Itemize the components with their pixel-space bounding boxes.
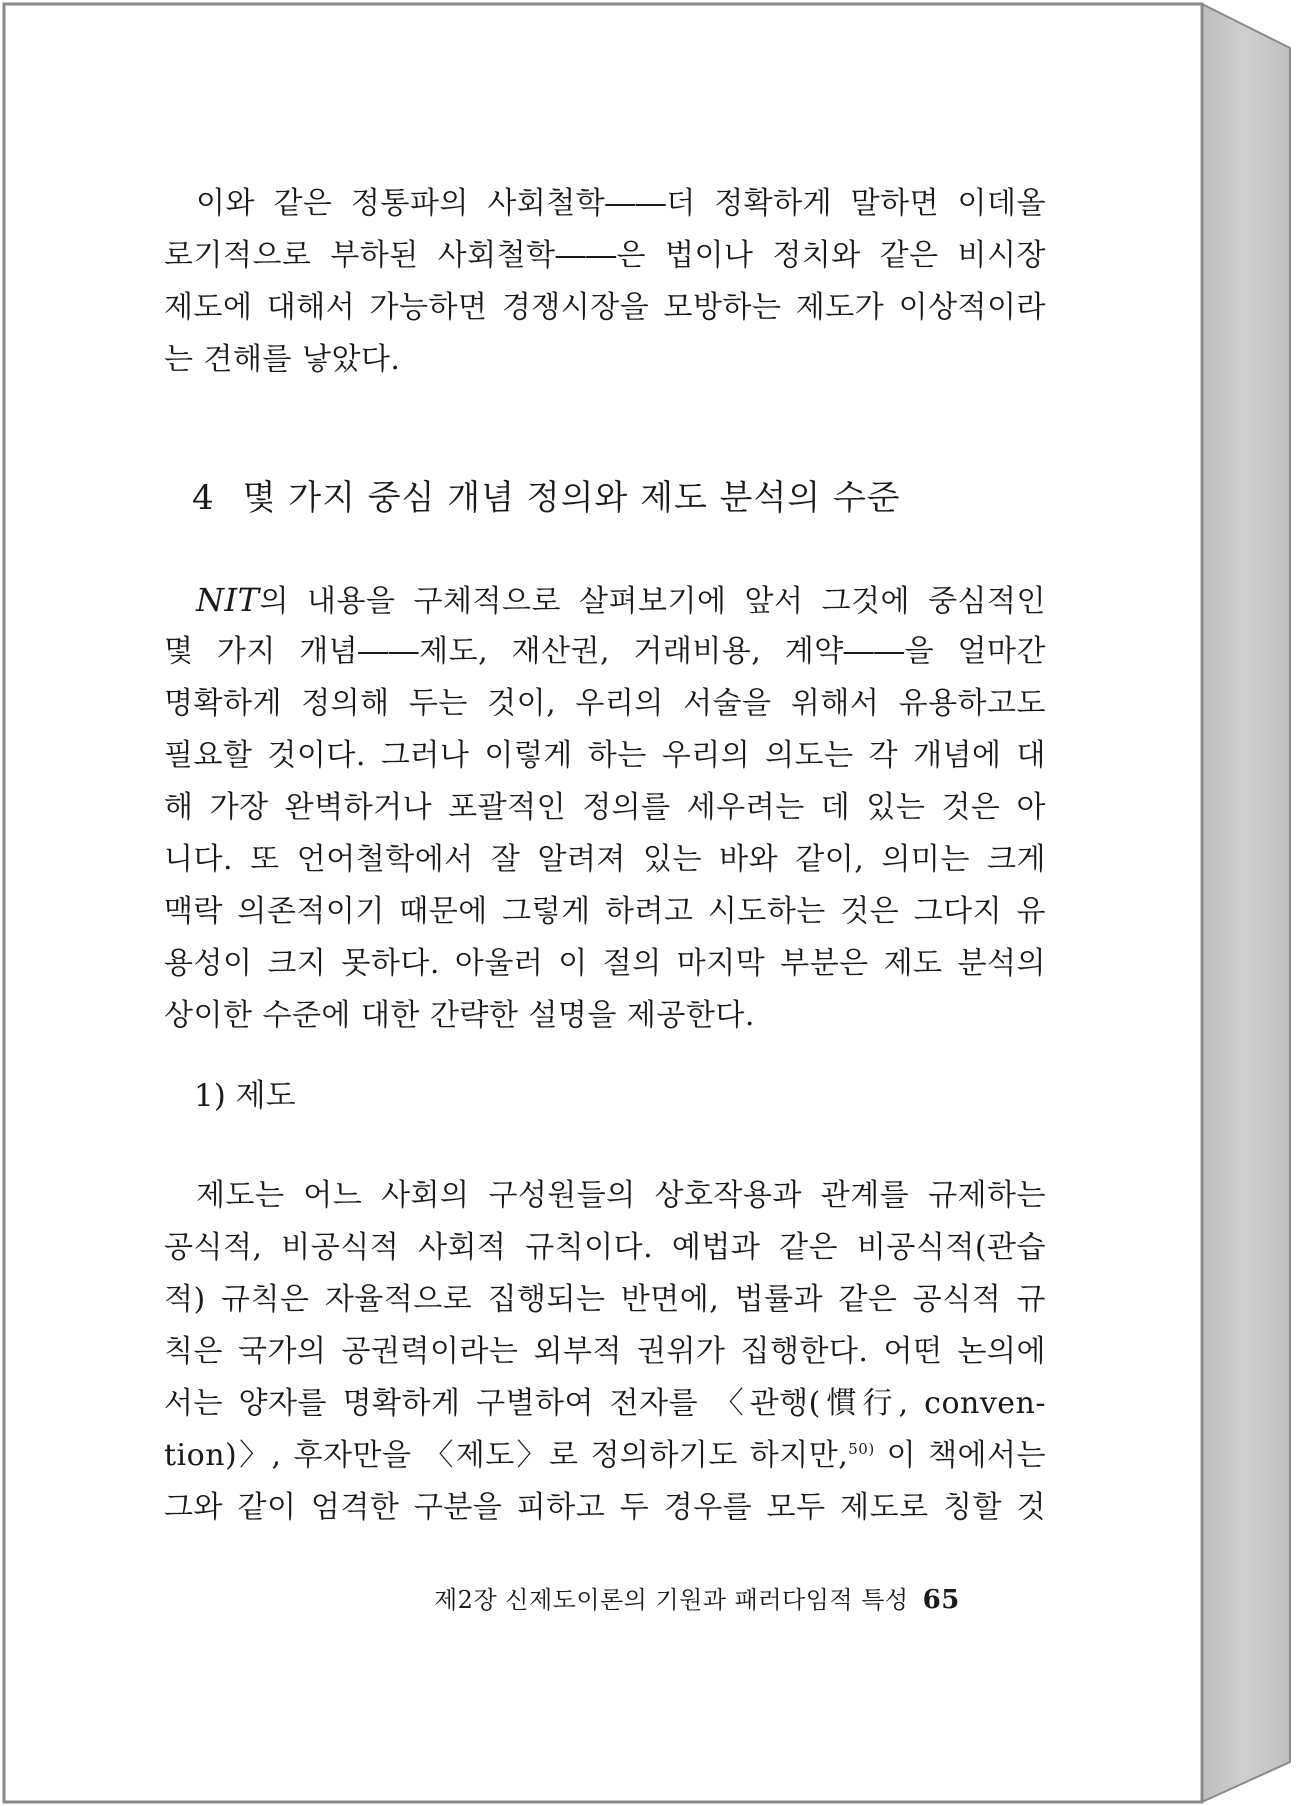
paragraph-line: 용성이 크지 못하다. 아울러 이 절의 마지막 부분은 제도 분석의 [164,946,1046,981]
paragraph-line: 명확하게 정의해 두는 것이, 우리의 서술을 위해서 유용하고도 [164,686,1046,721]
paragraph-line: 칙은 국가의 공권력이라는 외부적 권위가 집행한다. 어떤 논의에 [164,1334,1046,1369]
paragraph-line: 는 견해를 낳았다. [164,342,401,377]
paragraph-line [196,576,1046,626]
subsection-heading: 1) 제도 [194,1078,296,1114]
document-page [4,4,1202,1802]
paragraph-line: 공식적, 비공식적 사회적 규칙이다. 예법과 같은 비공식적(관습 [164,1230,1046,1265]
section-number: 4 [192,478,215,518]
paragraph-line-text: 의 내용을 구체적으로 살펴보기에 앞서 그것에 중심적인 [259,584,1046,619]
running-title: 제2장 신제도이론의 기원과 패러다임적 특성 [434,1586,909,1614]
paragraph-line: 서는 양자를 명확하게 구별하여 전자를 〈관행(慣行, conven- [164,1386,1046,1421]
paragraph-line: 맥락 의존적이기 때문에 그렇게 하려고 시도하는 것은 그다지 유 [164,894,1046,929]
page-footer [434,1582,960,1618]
paragraph-line: 해 가장 완벽하거나 포괄적인 정의를 세우려는 데 있는 것은 아 [164,790,1046,825]
section-heading [192,474,901,522]
paragraph-line [164,1432,1046,1480]
paragraph-line: 몇 가지 개념――제도, 재산권, 거래비용, 계약――을 얼마간 [164,634,1046,669]
paragraph-line: 니다. 또 언어철학에서 잘 알려져 있는 바와 같이, 의미는 크게 [164,842,1046,877]
paragraph-line: 제도에 대해서 가능하면 경쟁시장을 모방하는 제도가 이상적이라 [164,290,1046,325]
paragraph-line: 제도는 어느 사회의 구성원들의 상호작용과 관계를 규제하는 [196,1178,1046,1213]
section-title: 몇 가지 중심 개념 정의와 제도 분석의 수준 [242,478,901,518]
paragraph-line-text: tion)〉, 후자만을 〈제도〉로 정의하기도 하지만, [164,1438,849,1473]
page-number: 65 [922,1585,960,1615]
paragraph-line: 로기적으로 부하된 사회철학――은 법이나 정치와 같은 비시장 [164,238,1046,273]
italic-term: NIT [196,581,260,619]
paragraph-line: 필요할 것이다. 그러나 이렇게 하는 우리의 의도는 각 개념에 대 [164,738,1046,773]
paragraph-line: 상이한 수준에 대한 간략한 설명을 제공한다. [164,998,755,1033]
paragraph-line: 그와 같이 엄격한 구분을 피하고 두 경우를 모두 제도로 칭할 것 [164,1490,1046,1525]
footnote-reference[interactable]: 50) [848,1440,875,1458]
book-edge [1202,4,1290,1802]
paragraph-line: 이와 같은 정통파의 사회철학――더 정확하게 말하면 이데올 [196,186,1046,221]
paragraph-line-text: 이 책에서는 [874,1438,1046,1473]
paragraph-line: 적) 규칙은 자율적으로 집행되는 반면에, 법률과 같은 공식적 규 [164,1282,1046,1317]
